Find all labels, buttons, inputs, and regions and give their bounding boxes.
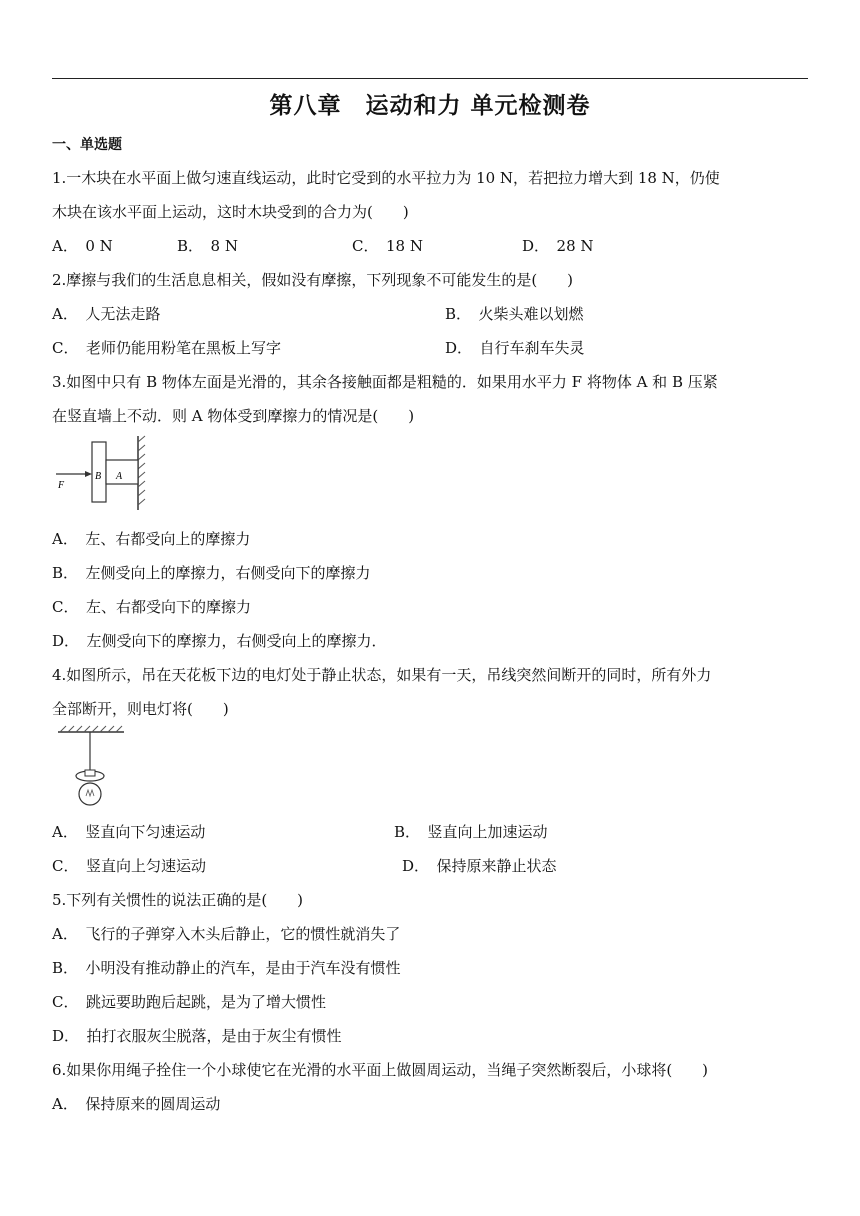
question-4-option-d: D． 保持原来静止状态 [402,857,557,875]
question-1-option-b: B． 8 N [177,237,238,255]
question-4-stem-line2: 全部断开，则电灯将( ) [52,700,229,718]
block-b-label: B [95,471,102,482]
question-5-option-b: B． 小明没有推动静止的汽车，是由于汽车没有惯性 [52,959,401,977]
question-1-option-a: A． 0 N [52,237,113,255]
section-heading: 一、单选题 [52,137,122,153]
question-6-option-a: A． 保持原来的圆周运动 [52,1095,221,1113]
question-3-option-d: D． 左侧受向下的摩擦力，右侧受向上的摩擦力． [52,632,387,650]
hanging-lamp-figure [52,724,132,812]
question-5-option-a: A． 飞行的子弹穿入木头后静止，它的惯性就消失了 [52,925,401,943]
question-2-stem: 2.摩擦与我们的生活息息相关，假如没有摩擦，下列现象不可能发生的是( ) [52,271,574,289]
light-bulb [79,783,101,805]
force-arrow-head [85,471,92,477]
question-5-option-c: C． 跳远要助跑后起跳，是为了增大惯性 [52,993,326,1011]
question-4-stem-line1: 4.如图所示，吊在天花板下边的电灯处于静止状态，如果有一天，吊线突然间断开的同时，所有外力 [52,666,712,684]
question-1-stem-line1: 1.一木块在水平面上做匀速直线运动，此时它受到的水平拉力为 10 N，若把拉力增大到 18 N，仍使 [52,169,720,187]
question-4-option-c: C． 竖直向上匀速运动 [52,857,206,875]
block-a-label: A [116,471,123,482]
question-1-stem-line2: 木块在该水平面上运动，这时木块受到的合力为( ) [52,203,409,221]
question-2-option-d: D． 自行车刹车失灵 [445,339,585,357]
question-1-option-d: D． 28 N [522,237,594,255]
blocks-against-wall-figure [52,434,152,512]
question-5-stem: 5.下列有关惯性的说法正确的是( ) [52,891,304,909]
page-title: 第八章 运动和力 单元检测卷 [269,93,591,119]
ceiling-hatching [60,726,122,732]
question-3-option-c: C． 左、右都受向下的摩擦力 [52,598,251,616]
lamp-socket [85,770,95,776]
question-2-option-a: A． 人无法走路 [52,305,161,323]
question-2-option-c: C． 老师仍能用粉笔在黑板上写字 [52,339,281,357]
question-3-stem-line1: 3.如图中只有 B 物体左面是光滑的，其余各接触面都是粗糙的．如果用水平力 F 将物体 A 和 B 压紧 [52,373,718,391]
question-4-option-a: A． 竖直向下匀速运动 [52,823,206,841]
question-5-option-d: D． 拍打衣服灰尘脱落，是由于灰尘有惯性 [52,1027,342,1045]
header-rule [52,78,808,79]
question-2-option-b: B． 火柴头难以划燃 [445,305,584,323]
force-label: F [58,480,65,491]
question-1-option-c: C． 18 N [352,237,423,255]
question-3-option-a: A． 左、右都受向上的摩擦力 [52,530,251,548]
question-6-stem: 6.如果你用绳子拴住一个小球使它在光滑的水平面上做圆周运动，当绳子突然断裂后，小球将( ) [52,1061,709,1079]
question-4-option-b: B． 竖直向上加速运动 [394,823,548,841]
question-3-option-b: B． 左侧受向上的摩擦力，右侧受向下的摩擦力 [52,564,371,582]
question-3-stem-line2: 在竖直墙上不动．则 A 物体受到摩擦力的情况是( ) [52,407,415,425]
wall-hatching [138,436,145,505]
